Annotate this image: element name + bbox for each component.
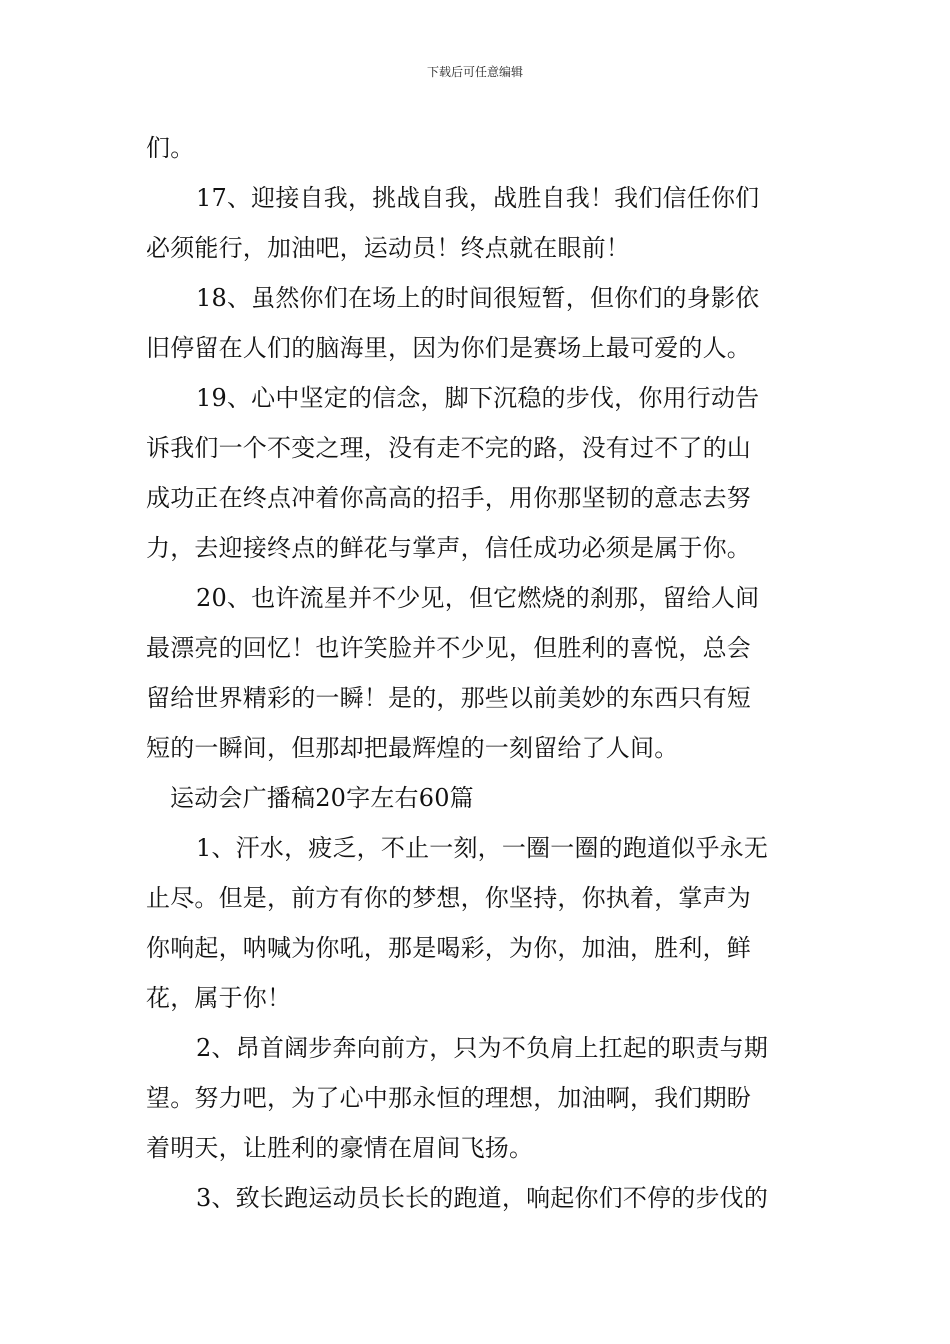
text-line: 你响起，呐喊为你吼，那是喝彩，为你，加油，胜利，鲜 [146, 934, 751, 962]
text-line: 着明天，让胜利的豪情在眉间飞扬。 [146, 1134, 534, 1162]
text-line: 留给世界精彩的一瞬！是的，那些以前美妙的东西只有短 [146, 684, 751, 712]
text-line: 诉我们一个不变之理，没有走不完的路，没有过不了的山 [146, 434, 751, 462]
text-line: 旧停留在人们的脑海里，因为你们是赛场上最可爱的人。 [146, 334, 751, 362]
text-line: 2、昂首阔步奔向前方，只为不负肩上扛起的职责与期 [196, 1034, 769, 1062]
text-line: 花，属于你！ [146, 984, 292, 1012]
text-line: 必须能行，加油吧，运动员！终点就在眼前！ [146, 234, 630, 262]
page-header: 下载后可任意编辑 [426, 65, 523, 79]
text-line: 短的一瞬间，但那却把最辉煌的一刻留给了人间。 [146, 734, 679, 762]
text-line: 20、也许流星并不少见，但它燃烧的刹那，留给人间 [196, 584, 760, 612]
text-line: 止尽。但是，前方有你的梦想，你坚持，你执着，掌声为 [146, 884, 751, 912]
text-line: 18、虽然你们在场上的时间很短暂，但你们的身影依 [196, 284, 760, 312]
text-line: 3、致长跑运动员长长的跑道，响起你们不停的步伐的 [196, 1184, 769, 1212]
section-heading: 运动会广播稿20字左右60篇 [170, 784, 474, 812]
text-line: 力，去迎接终点的鲜花与掌声，信任成功必须是属于你。 [146, 534, 751, 562]
text-line: 1、汗水，疲乏，不止一刻，一圈一圈的跑道似乎永无 [196, 834, 769, 862]
text-line: 17、迎接自我，挑战自我，战胜自我！我们信任你们 [196, 184, 760, 212]
text-line: 最漂亮的回忆！也许笑脸并不少见，但胜利的喜悦，总会 [146, 634, 751, 662]
text-line: 19、心中坚定的信念，脚下沉稳的步伐，你用行动告 [196, 384, 760, 412]
text-line: 成功正在终点冲着你高高的招手，用你那坚韧的意志去努 [146, 484, 751, 512]
text-line: 们。 [146, 134, 195, 162]
text-line: 望。努力吧，为了心中那永恒的理想，加油啊，我们期盼 [146, 1084, 751, 1112]
